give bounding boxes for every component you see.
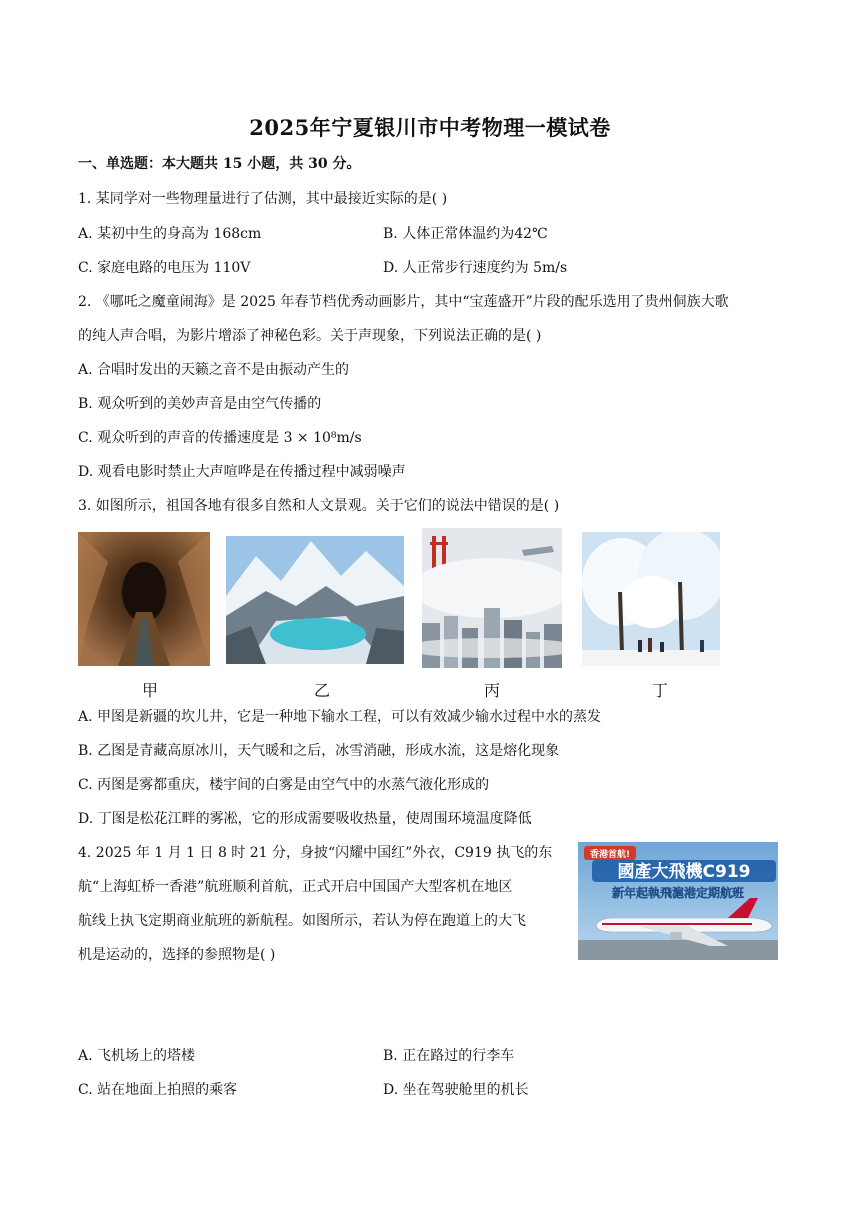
question-4-stem-line1: 4. 2025 年 1 月 1 日 8 时 21 分，身披“闪耀中国红”外衣，C919 执飞的东	[78, 845, 553, 861]
question-3-option-d: D. 丁图是松花江畔的雾凇，它的形成需要吸收热量，使周围环境温度降低	[78, 811, 532, 827]
question-3-figures	[78, 528, 728, 698]
figure-caption-ding: 丁	[652, 681, 669, 700]
figure-c919-plane-image	[578, 842, 778, 960]
question-4-option-a: A. 飞机场上的塔楼	[78, 1048, 196, 1064]
section-heading: 一、单选题：本大题共 15 小题，共 30 分。	[78, 156, 361, 172]
figure-caption-jia: 甲	[142, 681, 159, 700]
question-2-option-d: D. 观看电影时禁止大声喧哗是在传播过程中减弱噪声	[78, 464, 406, 480]
question-4-option-d: D. 坐在驾驶舱里的机长	[383, 1082, 529, 1098]
question-1-option-b: B. 人体正常体温约为42℃	[383, 226, 548, 242]
figure-caption-bing: 丙	[484, 681, 501, 700]
figure-glacier-image	[226, 536, 404, 664]
figure-rime-trees-image	[582, 532, 720, 666]
page-title: 2025年宁夏银川市中考物理一模试卷	[249, 115, 611, 140]
figure-caption-yi: 乙	[314, 681, 331, 700]
question-4-stem-line3: 航线上执飞定期商业航班的新航程。如图所示，若认为停在跑道上的大飞	[78, 913, 526, 929]
question-4-stem-line4: 机是运动的，选择的参照物是( )	[78, 947, 276, 963]
question-2-option-b: B. 观众听到的美妙声音是由空气传播的	[78, 396, 322, 412]
question-3-option-c: C. 丙图是雾都重庆，楼宇间的白雾是由空气中的水蒸气液化形成的	[78, 777, 490, 793]
question-3-stem: 3. 如图所示，祖国各地有很多自然和人文景观。关于它们的说法中错误的是( )	[78, 498, 560, 514]
banner-top-text: 香港首航!	[589, 850, 631, 860]
banner-main-text: 國產大飛機C919	[617, 862, 751, 882]
figure-foggy-city-image	[422, 528, 562, 668]
question-3-option-a: A. 甲图是新疆的坎儿井，它是一种地下输水工程，可以有效减少输水过程中水的蒸发	[78, 709, 602, 725]
question-4-option-b: B. 正在路过的行李车	[383, 1048, 515, 1064]
question-1-option-a: A. 某初中生的身高为 168cm	[78, 226, 262, 242]
question-3-option-b: B. 乙图是青藏高原冰川，天气暖和之后，冰雪消融，形成水流，这是熔化现象	[78, 743, 560, 759]
figure-karez-well-image	[78, 532, 210, 666]
question-2-option-c: C. 观众听到的声音的传播速度是 3 × 10⁸m/s	[78, 430, 362, 446]
question-4-option-c: C. 站在地面上拍照的乘客	[78, 1082, 238, 1098]
question-1-option-c: C. 家庭电路的电压为 110V	[78, 260, 251, 276]
question-1-option-d: D. 人正常步行速度约为 5m/s	[383, 260, 568, 276]
banner-sub-text: 新年起執飛滬港定期航班	[611, 886, 745, 900]
question-4-stem-line2: 航“上海虹桥一香港”航班顺利首航，正式开启中国国产大型客机在地区	[78, 879, 513, 895]
question-2-option-a: A. 合唱时发出的天籁之音不是由振动产生的	[78, 362, 350, 378]
question-1-stem: 1. 某同学对一些物理量进行了估测，其中最接近实际的是( )	[78, 191, 448, 207]
question-2-stem-line1: 2. 《哪吒之魔童闹海》是 2025 年春节档优秀动画影片，其中“宝莲盛开”片段的配乐选用了贵州侗族大歌	[78, 294, 729, 310]
question-2-stem-line2: 的纯人声合唱，为影片增添了神秘色彩。关于声现象，下列说法正确的是( )	[78, 328, 542, 344]
